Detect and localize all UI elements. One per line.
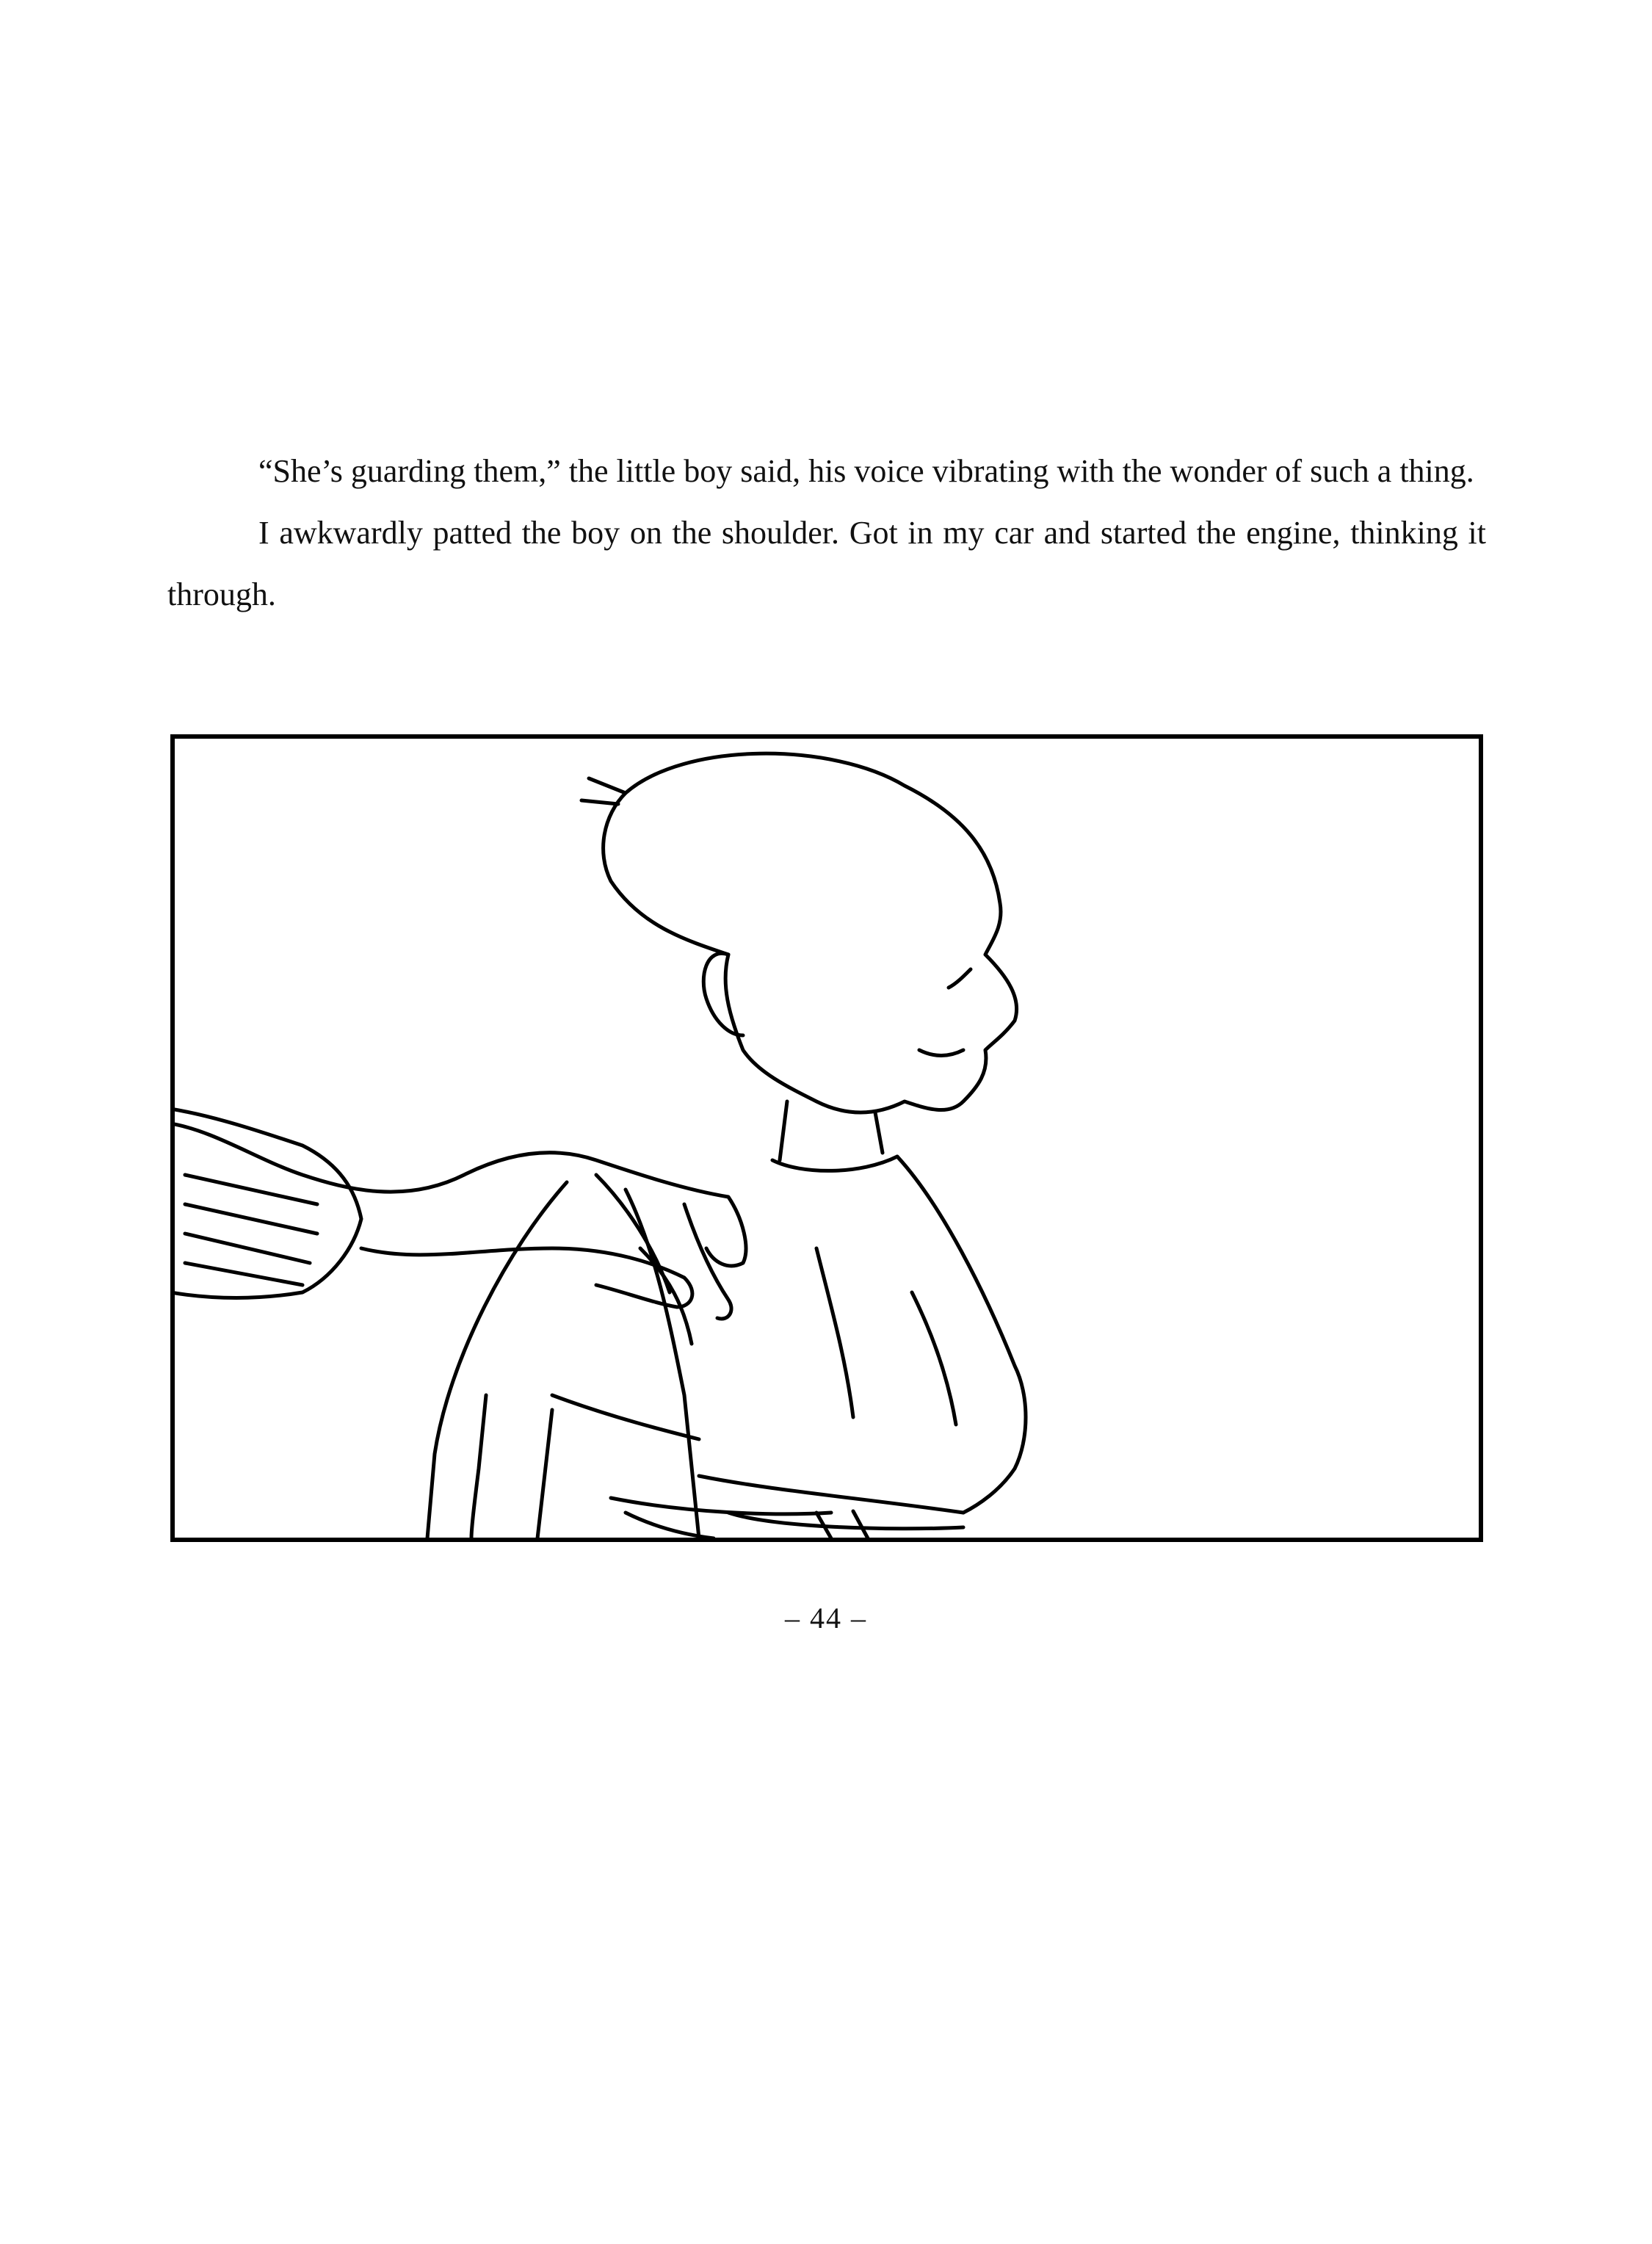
illustration-frame [173, 736, 1481, 1540]
paragraph-2: I awkwardly patted the boy on the shoulder. Got in my car and started the engine, thinking it through. [167, 515, 1486, 612]
page-number: – 44 – [785, 1601, 867, 1635]
body-text [167, 441, 1486, 626]
paragraph-1: “She’s guarding them,” the little boy said, his voice vibrating with the wonder of such a thing. [258, 453, 1474, 489]
illustration-panel [170, 734, 1483, 1542]
